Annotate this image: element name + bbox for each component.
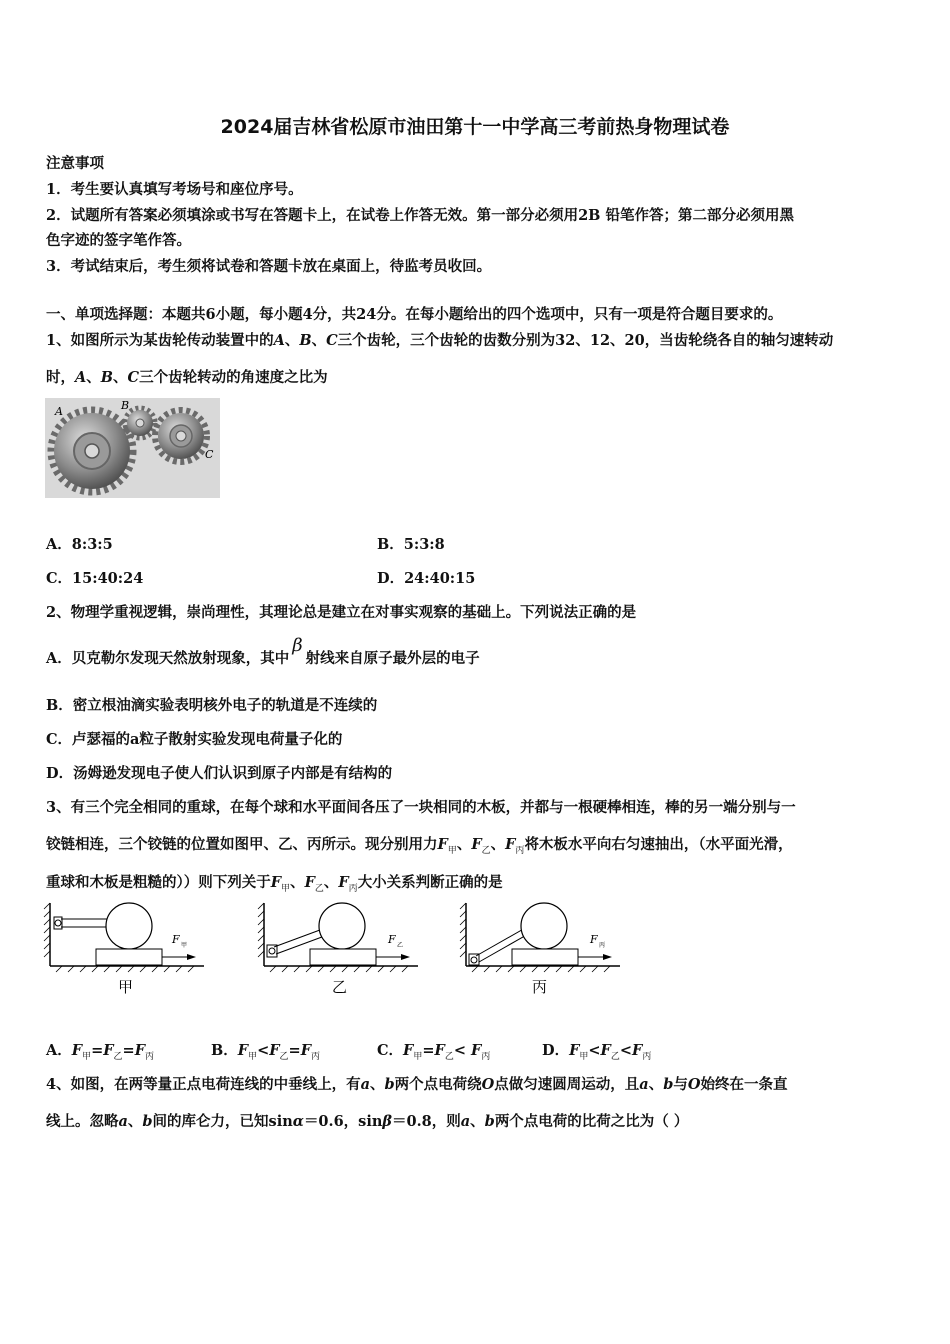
force-subscript: 甲: [181, 942, 188, 949]
q2-option-b: B．密立根油滴实验表明核外电子的轨道是不连续的: [46, 697, 378, 714]
force-label: F: [388, 933, 396, 946]
notice-heading: 注意事项: [46, 155, 104, 172]
q2-option-a: A．贝克勒尔发现天然放射现象，其中β射线来自原子最外层的电子: [46, 635, 480, 667]
q2-option-d: D．汤姆逊发现电子使人们认识到原子内部是有结构的: [46, 765, 393, 782]
q3-figure-jia: [44, 901, 214, 996]
gear-label-b: B: [121, 399, 130, 412]
gear-a-icon: [51, 410, 133, 492]
force-label: F: [172, 933, 180, 946]
q3-option-d: D．$F_甲<F_乙<F_丙$: [542, 1042, 652, 1062]
q3-option-b: B．$F_甲<F_乙=F_丙$: [211, 1042, 321, 1062]
notice-item: 3．考试结束后，考生须将试卷和答题卡放在桌面上，待监考员收回。: [46, 258, 492, 275]
figure-caption: 乙: [332, 978, 348, 996]
page-title: 2024届吉林省松原市油田第十一中学高三考前热身物理试卷: [220, 116, 730, 138]
q1-option-c: C．15:40:24: [46, 570, 144, 587]
q3-figure-bing: [460, 901, 630, 996]
notice-item: 2．试题所有答案必须填涂或书写在答题卡上，在试卷上作答无效。第一部分必须用2B 铅笔作答；第二部分必须用黑: [46, 207, 794, 224]
notice-item: 1．考生要认真填写考场号和座位序号。: [46, 181, 303, 198]
q1-option-b: B．5:3:8: [377, 536, 445, 553]
figure-caption: 丙: [532, 978, 548, 996]
gear-label-a: A: [55, 405, 63, 418]
beta-symbol: β: [292, 635, 303, 656]
q3-stem-line2: 铰链相连，三个铰链的位置如图甲、乙、丙所示。现分别用力$F_甲$、$F_乙$、$F_丙$将木板水平向右匀速抽出，（水平面光滑，: [46, 836, 793, 856]
q2-option-c: C．卢瑟福的a粒子散射实验发现电荷量子化的: [46, 731, 343, 748]
q1-stem-line1: 1、如图所示为某齿轮传动装置中的A、B、C三个齿轮，三个齿轮的齿数分别为32、12、20，当齿轮绕各自的轴匀速转动: [46, 332, 834, 349]
section-heading: 一、单项选择题：本题共6小题，每小题4分，共24分。在每小题给出的四个选项中，只有一项是符合题目要求的。: [46, 306, 783, 323]
q3-option-c: C．$F_甲=F_乙< F_丙$: [377, 1042, 491, 1062]
force-label: F: [590, 933, 598, 946]
q1-stem-line2: 时，A、B、C三个齿轮转动的角速度之比为: [46, 369, 328, 386]
force-subscript: 乙: [397, 942, 404, 949]
q4-stem-line1: 4、如图，在两等量正点电荷连线的中垂线上，有a、b两个点电荷绕O点做匀速圆周运动，且a、b与O始终在一条直: [46, 1076, 788, 1093]
q3-figure-yi: [258, 901, 428, 996]
q1-option-a: A．8:3:5: [46, 536, 113, 553]
force-subscript: 丙: [599, 942, 606, 949]
figure-caption: 甲: [118, 978, 134, 996]
notice-item: 色字迹的签字笔作答。: [46, 232, 191, 249]
q2-stem: 2、物理学重视逻辑，崇尚理性，其理论总是建立在对事实观察的基础上。下列说法正确的是: [46, 604, 637, 621]
q3-option-a: A．$F_甲=F_乙=F_丙$: [46, 1042, 155, 1062]
q4-stem-line2: 线上。忽略a、b间的库仑力，已知sinα＝0.6，sinβ＝0.8，则a、b两个点电荷的比荷之比为（ ）: [46, 1113, 689, 1130]
gear-label-c: C: [205, 448, 214, 461]
q3-stem-line3: 重球和木板是粗糙的））则下列关于$F_甲$、$F_乙$、$F_丙$大小关系判断正确的是: [46, 874, 503, 894]
q1-option-d: D．24:40:15: [377, 570, 476, 587]
q3-stem-line1: 3、有三个完全相同的重球，在每个球和水平面间各压了一块相同的木板，并都与一根硬棒相连，棒的另一端分别与一: [46, 799, 796, 816]
gear-figure: [45, 398, 220, 498]
